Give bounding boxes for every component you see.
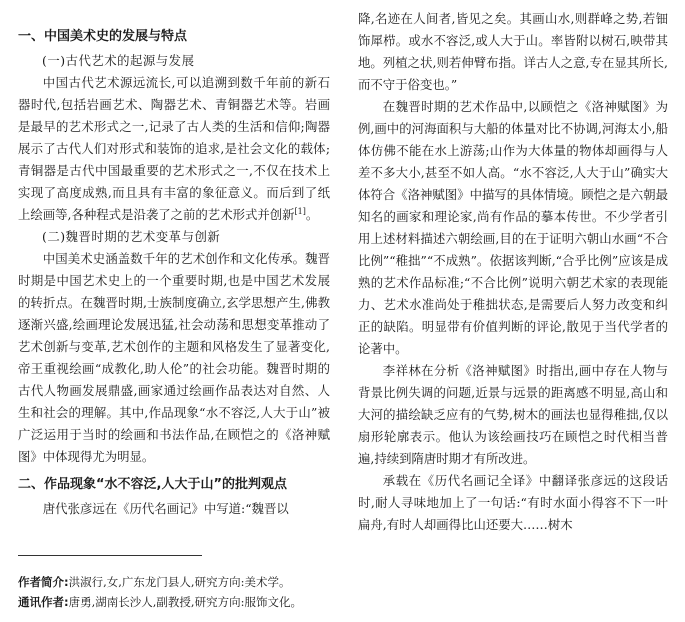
footnote-divider — [18, 555, 202, 556]
footnotes — [18, 572, 668, 612]
corresponding-label: 通讯作者: — [18, 595, 69, 609]
corresponding-text: 唐勇,湖南长沙人,副教授,研究方向:服饰文化。 — [68, 595, 302, 609]
author-note — [18, 572, 668, 592]
paragraph-1-end: 。 — [305, 207, 319, 222]
corresponding-author-note — [18, 592, 668, 612]
paragraph-5: 李祥林在分析《洛神赋图》时指出,画中存在人物与背景比例失调的问题,近景与远景的距离感不明显,高山和大河的描绘缺乏应有的气势,树木的画法也显得稚拙,仅以扇形轮廓表示。他认为该绘画技巧在顾恺之时代相当普遍,持续到隋唐时期才有所改进。 — [358, 363, 668, 466]
paragraph-4: 在魏晋时期的艺术作品中,以顾恺之《洛神赋图》为例,画中的河海面积与大船的体量对比不协调,河海太小,船体仿佛不能在水上游荡;山作为大体量的物体却画得与人差不多大小,甚至不如人高。“水不容泛,人大于山”确实大体符合《洛神赋图》中描写的具体情境。顾恺之是六朝最知名的画家和理论家,尚有作品的摹本传世。不少学者引用上述材料描述六朝绘画,目的在于证明六朝山水画“不合比例”“稚拙”“不成熟”。依据该判断,“合乎比例”应该是成熟的艺术作品标准;“不合比例”说明六朝艺术家的表现能力、艺术水准尚处于稚拙状态,是需要后人努力改变和纠正的缺陷。明显带有价值判断的评论,散见于当代学者的论著中。 — [358, 99, 668, 356]
author-label: 作者简介: — [18, 575, 69, 589]
section-2-heading: 二、作品现象“水不容泛,人大于山”的批判观点 — [18, 477, 288, 492]
citation-1: [1] — [294, 206, 306, 216]
paragraph-3: 唐代张彦远在《历代名画记》中写道:“魏晋以 — [42, 501, 289, 516]
paragraph-2: 中国美术史涵盖数千年的艺术创作和文化传承。魏晋时期是中国艺术史上的一个重要时期,也是中国艺术发展的转折点。在魏晋时期,士族制度确立,玄学思想产生,佛教逐渐兴盛,绘画理论发展迅猛,社会动荡和思想变革推动了艺术创新与变革,艺术创作的主题和风格发生了显著变化,帝王重视绘画“成教化,助人伦”的社会功能。魏晋时期的古代人物画发展鼎盛,画家通过绘画作品表达对自然、人生和社会的理解。其中,作品现象“水不容泛,人大于山”被广泛运用于当时的绘画和书法作品,在顾恺之的《洛神赋图》中体现得尤为明显。 — [18, 251, 330, 464]
left-column — [18, 8, 330, 520]
author-text: 洪淑行,女,广东龙门县人,研究方向:美术学。 — [68, 575, 291, 589]
subsection-1-heading: (一)古代艺术的起源与发展 — [42, 53, 195, 68]
section-1-heading: 一、中国美术史的发展与特点 — [18, 29, 188, 44]
paragraph-1-text: 中国古代艺术源远流长,可以追溯到数千年前的新石器时代,包括岩画艺术、陶器艺术、青铜器艺术等。岩画是最早的艺术形式之一,记录了古人类的生活和信仰;陶器展示了古代人们对形式和装饰的追求,是社会文化的载体;青铜器是古代中国最重要的艺术形式之一,不仅在技术上实现了高度成熟,而且具有丰富的象征意义。而后到了纸上绘画等,各种程式是沿袭了之前的艺术形式并创新 — [18, 75, 330, 222]
right-column — [358, 8, 668, 536]
subsection-2-heading: (二)魏晋时期的艺术变革与创新 — [42, 229, 221, 244]
paragraph-1 — [18, 72, 330, 226]
paragraph-3-continued: 降,名迹在人间者,皆见之矣。其画山水,则群峰之势,若钿饰犀栉。或水不容泛,或人大于山。率皆附以树石,映带其地。列植之状,则若伸臂布指。详古人之意,专在显其所长,而不守于俗变也。” — [358, 11, 668, 92]
paragraph-6: 承载在《历代名画记全译》中翻译张彦远的这段话时,耐人寻味地加上了一句话:“有时水面小得容不下一叶扁舟,有时人却画得比山还要大……树木 — [358, 473, 668, 532]
